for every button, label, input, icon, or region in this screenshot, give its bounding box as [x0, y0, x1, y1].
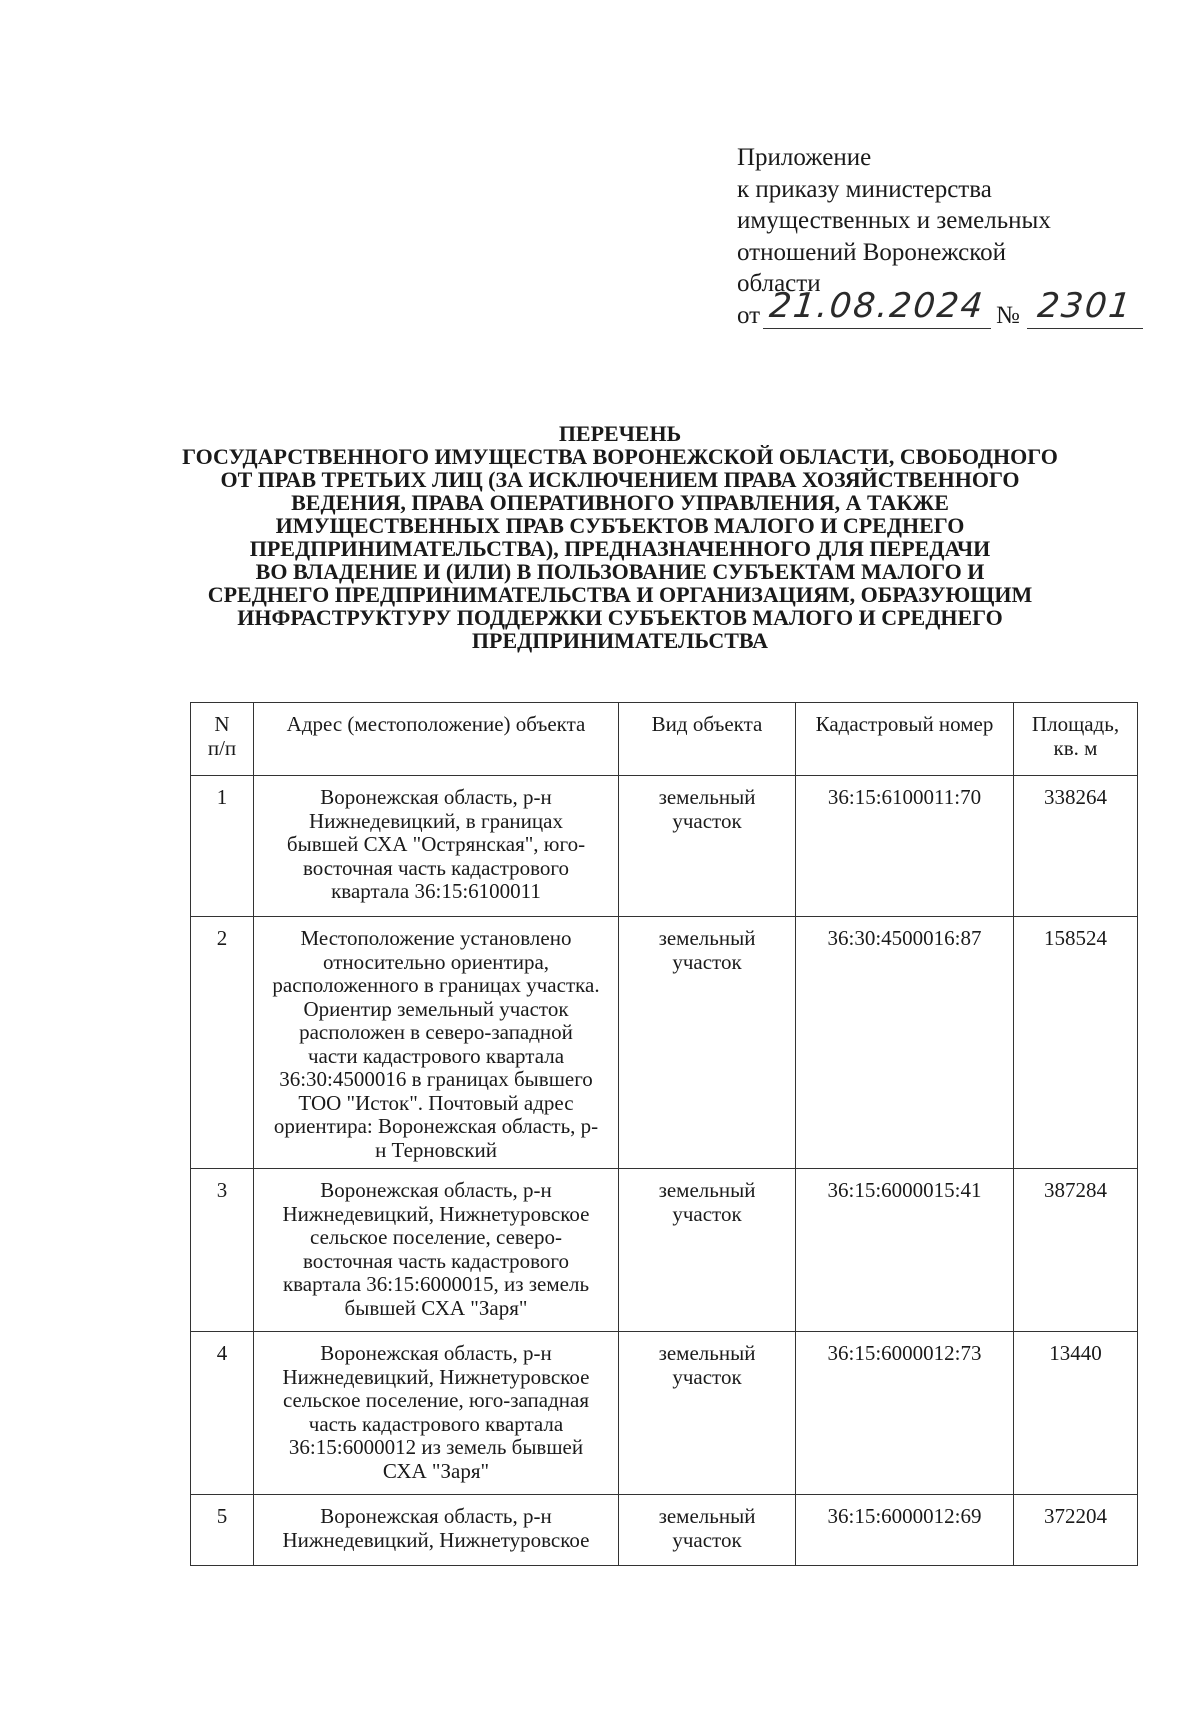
document-title [160, 422, 1080, 652]
title-line: ВЕДЕНИЯ, ПРАВА ОПЕРАТИВНОГО УПРАВЛЕНИЯ, А ТАКЖЕ [291, 490, 949, 515]
order-date-line [737, 285, 1157, 332]
title-line: ИНФРАСТРУКТУРУ ПОДДЕРЖКИ СУБЪЕКТОВ МАЛОГО И СРЕДНЕГО [237, 605, 1003, 630]
date-prefix: от [737, 301, 761, 329]
title-line: ВО ВЛАДЕНИЕ И (ИЛИ) В ПОЛЬЗОВАНИЕ СУБЪЕКТАМ МАЛОГО И [255, 559, 985, 584]
annex-block [737, 142, 1157, 331]
cell-type: земельный участок [619, 1169, 796, 1332]
cell-cadastral: 36:15:6000015:41 [796, 1169, 1014, 1332]
cell-address: Воронежская область, р-н Нижнедевицкий, Нижнетуровское сельское поселение, северо- восточная часть кадастрового квартала 36:15:6000015, из земель бывшей СХА "Заря" [254, 1169, 619, 1332]
cell-area: 338264 [1014, 776, 1138, 917]
cell-area: 13440 [1014, 1332, 1138, 1495]
cell-address: Местоположение установлено относительно ориентира, расположенного в границах участка. Ориентир земельный участок расположен в северо-западной части кадастрового квартала 36:30:4500016 в границах бывшего ТОО "Исток". Почтовый адрес ориентира: Воронежская область, р- н Терновский [254, 917, 619, 1169]
cell-cadastral: 36:15:6000012:73 [796, 1332, 1014, 1495]
cell-area: 372204 [1014, 1495, 1138, 1566]
header-address: Адрес (местоположение) объекта [254, 703, 619, 776]
header-type: Вид объекта [619, 703, 796, 776]
number-prefix: № [996, 301, 1020, 329]
cell-type: земельный участок [619, 1332, 796, 1495]
cell-cadastral: 36:30:4500016:87 [796, 917, 1014, 1169]
handwritten-number: 2301 [1035, 285, 1135, 326]
title-line: ПРЕДПРИНИМАТЕЛЬСТВА [471, 628, 769, 653]
property-table [190, 702, 1138, 1566]
order-date [763, 286, 991, 329]
cell-address: Воронежская область, р-н Нижнедевицкий, Нижнетуровское [254, 1495, 619, 1566]
table-header-row [191, 703, 1138, 776]
table-row [191, 1495, 1138, 1566]
title-line: ОТ ПРАВ ТРЕТЬИХ ЛИЦ (ЗА ИСКЛЮЧЕНИЕМ ПРАВА ХОЗЯЙСТВЕННОГО [220, 467, 1020, 492]
cell-area: 387284 [1014, 1169, 1138, 1332]
cell-type: земельный участок [619, 776, 796, 917]
annex-line: имущественных и земельных [737, 207, 1051, 234]
cell-cadastral: 36:15:6000012:69 [796, 1495, 1014, 1566]
header-cadastral: Кадастровый номер [796, 703, 1014, 776]
table-row [191, 776, 1138, 917]
title-line: ПЕРЕЧЕНЬ [558, 421, 682, 446]
cell-num: 5 [191, 1495, 254, 1566]
annex-line: Приложение [737, 144, 872, 171]
cell-area: 158524 [1014, 917, 1138, 1169]
title-line: ПРЕДПРИНИМАТЕЛЬСТВА), ПРЕДНАЗНАЧЕННОГО ДЛЯ ПЕРЕДАЧИ [249, 536, 991, 561]
handwritten-date: 21.08.2024 [767, 285, 987, 326]
cell-num: 1 [191, 776, 254, 917]
order-number [1027, 286, 1143, 329]
cell-address: Воронежская область, р-н Нижнедевицкий, в границах бывшей СХА "Острянская", юго- восточная часть кадастрового квартала 36:15:6100011 [254, 776, 619, 917]
cell-num: 3 [191, 1169, 254, 1332]
table-row [191, 1332, 1138, 1495]
cell-type: земельный участок [619, 1495, 796, 1566]
annex-line: области [737, 270, 821, 297]
annex-line: отношений Воронежской [737, 238, 1007, 266]
cell-cadastral: 36:15:6100011:70 [796, 776, 1014, 917]
cell-type: земельный участок [619, 917, 796, 1169]
header-num: N п/п [191, 703, 254, 776]
title-line: ГОСУДАРСТВЕННОГО ИМУЩЕСТВА ВОРОНЕЖСКОЙ ОБЛАСТИ, СВОБОДНОГО [182, 444, 1058, 469]
annex-line: к приказу министерства [737, 175, 992, 203]
header-area: Площадь, кв. м [1014, 703, 1138, 776]
cell-num: 4 [191, 1332, 254, 1495]
cell-num: 2 [191, 917, 254, 1169]
table-row [191, 917, 1138, 1169]
table-row [191, 1169, 1138, 1332]
cell-address: Воронежская область, р-н Нижнедевицкий, Нижнетуровское сельское поселение, юго-западная часть кадастрового квартала 36:15:6000012 из земель бывшей СХА "Заря" [254, 1332, 619, 1495]
title-line: СРЕДНЕГО ПРЕДПРИНИМАТЕЛЬСТВА И ОРГАНИЗАЦИЯМ, ОБРАЗУЮЩИМ [207, 582, 1033, 607]
title-line: ИМУЩЕСТВЕННЫХ ПРАВ СУБЪЕКТОВ МАЛОГО И СРЕДНЕГО [275, 513, 965, 538]
